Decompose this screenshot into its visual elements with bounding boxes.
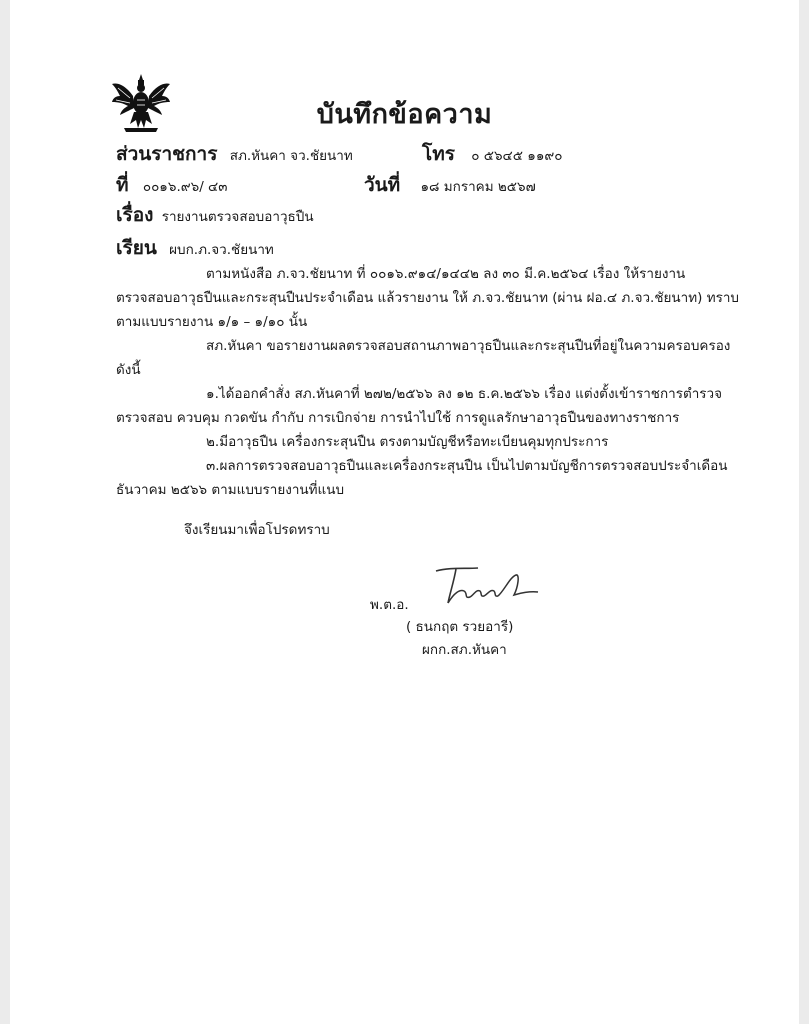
dept-label: ส่วนราชการ [116,143,218,165]
subject-label: เรื่อง [116,204,154,226]
signer-position: ผกก.สภ.หันคา [422,642,507,658]
item-3-line-1: ๓.ผลการตรวจสอบอาวุธปืนและเครื่องกระสุนปืน เป็นไปตามบัญชีการตรวจสอบประจำเดือน [206,458,728,474]
dept-value: สภ.หันคา จว.ชัยนาท [229,148,353,164]
subject-row [116,200,314,230]
paragraph-2-line-2: ดังนี้ [116,362,141,378]
tel-row [422,139,563,169]
item-3-line-2: ธันวาคม ๒๕๖๖ ตามแบบรายงานที่แนบ [116,482,345,498]
to-label: เรียน [116,237,157,259]
memo-title: บันทึกข้อความ [316,99,493,130]
item-1-line-2: ตรวจสอบ ควบคุม กวดขัน กำกับ การเบิกจ่าย การนำไปใช้ การดูแลรักษาอาวุธปืนของทางราชการ [116,410,680,426]
number-row [116,170,227,200]
number-value: ๐๐๑๖.๙๖/ ๔๓ [142,179,228,195]
handwritten-signature-icon [430,563,540,609]
item-1-line-1: ๑.ได้ออกคำสั่ง สภ.หันคาที่ ๒๗๒/๒๕๖๖ ลง ๑๒ ธ.ค.๒๕๖๖ เรื่อง แต่งตั้งเข้าราชการตำรวจ [206,386,723,402]
tel-value: ๐ ๕๖๔๕ ๑๑๙๐ [471,148,563,164]
date-row [364,170,536,200]
paragraph-1-line-3: ตามแบบรายงาน ๑/๑ – ๑/๑๐ นั้น [116,314,308,330]
tel-label: โทร [422,143,455,165]
paragraph-2-line-1: สภ.หันคา ขอรายงานผลตรวจสอบสถานภาพอาวุธปืนและกระสุนปืนที่อยู่ในความครอบครอง [206,338,731,354]
closing-line: จึงเรียนมาเพื่อโปรดทราบ [184,522,330,538]
dept-row [116,139,353,169]
date-value: ๑๘ มกราคม ๒๕๖๗ [420,179,536,195]
number-label: ที่ [116,174,129,196]
subject-value: รายงานตรวจสอบอาวุธปืน [161,209,314,225]
signer-rank: พ.ต.อ. [370,597,409,613]
paragraph-1-line-2: ตรวจสอบอาวุธปืนและกระสุนปืนประจำเดือน แล้วรายงาน ให้ ภ.จว.ชัยนาท (ผ่าน ฝอ.๔ ภ.จว.ชัยนาท) ทราบ [116,290,739,306]
item-2-line-1: ๒.มีอาวุธปืน เครื่องกระสุนปืน ตรงตามบัญชีหรือทะเบียนคุมทุกประการ [206,434,609,450]
date-label: วันที่ [364,174,401,196]
to-row [116,233,274,263]
memo-page [10,0,799,1024]
signer-name: ( ธนกฤต รวยอารี) [406,619,514,635]
paragraph-1-line-1: ตามหนังสือ ภ.จว.ชัยนาท ที่ ๐๐๑๖.๙๑๔/๑๔๔๒ ลง ๓๐ มี.ค.๒๕๖๔ เรื่อง ให้รายงาน [206,266,686,282]
to-value: ผบก.ภ.จว.ชัยนาท [169,242,274,258]
